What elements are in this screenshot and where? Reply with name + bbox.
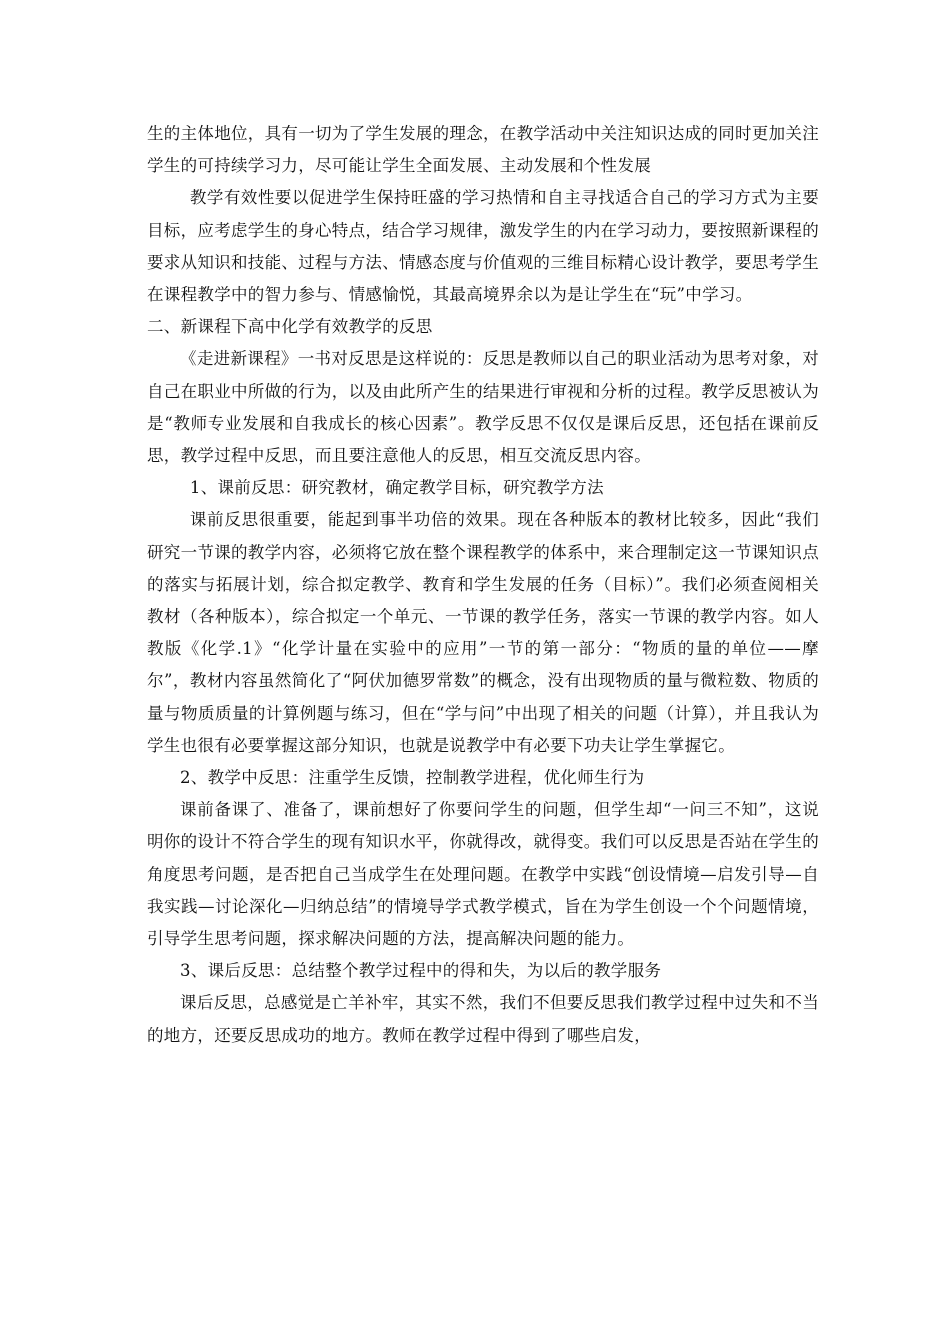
document-body [147,118,819,1052]
subheading-post-class-reflection: 3、课后反思：总结整个教学过程中的得和失，为以后的教学服务 [180,961,662,981]
paragraph-pre-class-reflection: 课前反思很重要，能起到事半功倍的效果。现在各种版本的教材比较多，因此“我们研究一节课的教学内容，必须将它放在整个课程教学的体系中，来合理制定这一节课知识点的落实与拓展计划，综合拟定教学、教育和学生发展的任务（目标）”。我们必须查阅相关教材（各种版本），综合拟定一个单元、一节课的教学任务，落实一节课的教学内容。如人教版《化学.1》“化学计量在实验中的应用”一节的第一部分：“物质的量的单位——摩尔”，教材内容虽然简化了“阿伏加德罗常数”的概念，没有出现物质的量与微粒数、物质的量与物质质量的计算例题与练习，但在“学与问”中出现了相关的问题（计算），并且我认为学生也很有必要掌握这部分知识，也就是说教学中有必要下功夫让学生掌握它。 [147,510,819,755]
paragraph-post-class-reflection: 课后反思，总感觉是亡羊补牢，其实不然，我们不但要反思我们教学过程中过失和不当的地方，还要反思成功的地方。教师在教学过程中得到了哪些启发， [147,993,819,1045]
paragraph-reflection-definition: 《走进新课程》一书对反思是这样说的：反思是教师以自己的职业活动为思考对象，对自己在职业中所做的行为，以及由此所产生的结果进行审视和分析的过程。教学反思被认为是“教师专业发展和自我成长的核心因素”。教学反思不仅仅是课后反思，还包括在课前反思，教学过程中反思，而且要注意他人的反思，相互交流反思内容。 [147,349,819,466]
paragraph-student-subject: 生的主体地位，具有一切为了学生发展的理念，在教学活动中关注知识达成的同时更加关注学生的可持续学习力，尽可能让学生全面发展、主动发展和个性发展 [147,124,819,176]
subheading-pre-class-reflection: 1、课前反思：研究教材，确定教学目标，研究教学方法 [189,478,604,498]
paragraph-in-class-reflection: 课前备课了、准备了，课前想好了你要问学生的问题，但学生却“一问三不知”，这说明你的设计不符合学生的现有知识水平，你就得改，就得变。我们可以反思是否站在学生的角度思考问题，是否把自己当成学生在处理问题。在教学中实践“创设情境—启发引导—自我实践—讨论深化—归纳总结”的情境导学式教学模式，旨在为学生创设一个个问题情境，引导学生思考问题，探求解决问题的方法，提高解决问题的能力。 [147,800,819,949]
subheading-in-class-reflection: 2、教学中反思：注重学生反馈，控制教学进程，优化师生行为 [180,768,645,788]
paragraph-teaching-effectiveness: 教学有效性要以促进学生保持旺盛的学习热情和自主寻找适合自己的学习方式为主要目标，应考虑学生的身心特点，结合学习规律，激发学生的内在学习动力，要按照新课程的要求从知识和技能、过程与方法、情感态度与价值观的三维目标精心设计教学，要思考学生在课程教学中的智力参与、情感愉悦，其最高境界余以为是让学生在“玩”中学习。 [147,188,819,305]
section-heading-reflection: 二、新课程下高中化学有效教学的反思 [147,317,433,337]
